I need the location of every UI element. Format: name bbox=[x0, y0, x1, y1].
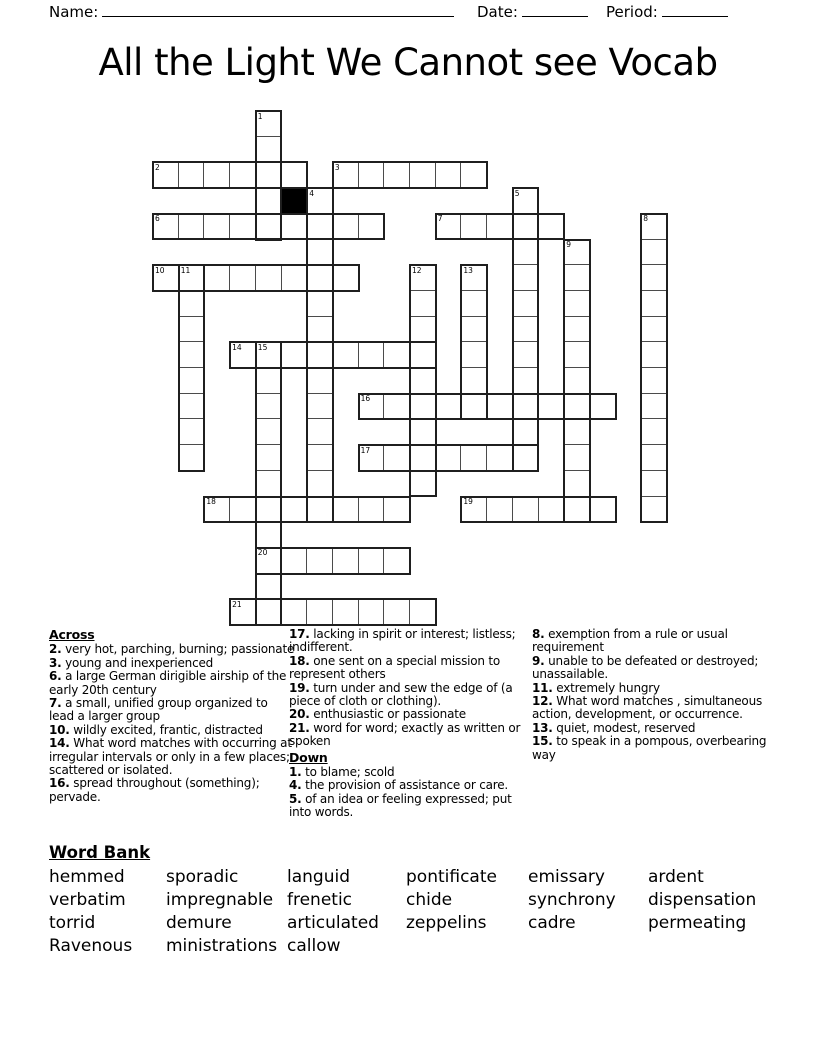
grid-cell[interactable] bbox=[178, 264, 206, 292]
grid-cell[interactable] bbox=[435, 213, 463, 241]
grid-cell[interactable] bbox=[229, 598, 257, 626]
word-bank-word: ardent bbox=[648, 867, 704, 887]
grid-cell[interactable] bbox=[229, 341, 257, 369]
grid-cell[interactable] bbox=[178, 341, 206, 369]
grid-cell[interactable] bbox=[460, 341, 488, 369]
grid-cell[interactable] bbox=[409, 290, 437, 318]
grid-cell[interactable] bbox=[409, 161, 437, 189]
word-bank-empty bbox=[648, 936, 768, 959]
grid-cell[interactable] bbox=[486, 213, 514, 241]
clue-10: 10. wildly excited, frantic, distracted bbox=[49, 722, 263, 737]
clue-17: 17. lacking in spirit or interest; listless; indifferent. bbox=[289, 627, 516, 655]
grid-cell[interactable] bbox=[306, 341, 334, 369]
grid-cell[interactable] bbox=[640, 393, 668, 421]
word-bank-word: cadre bbox=[528, 913, 576, 933]
grid-cell[interactable] bbox=[512, 341, 540, 369]
grid-cell[interactable] bbox=[281, 496, 309, 524]
grid-cell[interactable] bbox=[383, 444, 411, 472]
grid-cell[interactable] bbox=[255, 598, 283, 626]
grid-cell[interactable] bbox=[486, 393, 514, 421]
grid-cell[interactable] bbox=[255, 393, 283, 421]
grid-cell[interactable] bbox=[281, 161, 309, 189]
grid-cell[interactable] bbox=[640, 239, 668, 267]
grid-cell[interactable] bbox=[383, 598, 411, 626]
grid-cell[interactable] bbox=[255, 521, 283, 549]
word-bank-word: pontificate bbox=[406, 867, 497, 887]
grid-cell[interactable] bbox=[332, 264, 360, 292]
clue-column-3 bbox=[532, 628, 770, 762]
grid-cell[interactable] bbox=[203, 496, 231, 524]
grid-cell[interactable] bbox=[358, 161, 386, 189]
grid-cell[interactable] bbox=[358, 598, 386, 626]
cell-number: 19 bbox=[463, 497, 473, 506]
grid-cell[interactable] bbox=[460, 444, 488, 472]
clue-15: 15. to speak in a pompous, overbearing way bbox=[532, 734, 767, 762]
cell-number: 17 bbox=[360, 445, 371, 455]
name-label: Name: bbox=[49, 3, 99, 21]
grid-cell[interactable] bbox=[281, 598, 309, 626]
clue-3: 3. young and inexperienced bbox=[49, 655, 214, 670]
grid-cell[interactable] bbox=[255, 341, 283, 369]
grid-cell[interactable] bbox=[332, 161, 360, 189]
grid-cell[interactable] bbox=[255, 496, 283, 524]
grid-cell[interactable] bbox=[409, 418, 437, 446]
grid-cell[interactable] bbox=[152, 264, 180, 292]
word-bank-word: chide bbox=[406, 890, 453, 910]
grid-cell[interactable] bbox=[538, 393, 566, 421]
grid-cell[interactable] bbox=[640, 496, 668, 524]
page-title: All the Light We Cannot see Vocab bbox=[98, 41, 718, 84]
grid-cell[interactable] bbox=[255, 136, 283, 164]
clue-16: 16. spread throughout (something); pervade. bbox=[49, 776, 260, 804]
grid-cell[interactable] bbox=[383, 161, 411, 189]
cell-number: 16 bbox=[360, 394, 371, 404]
grid-cell[interactable] bbox=[306, 239, 334, 267]
grid-cell[interactable] bbox=[203, 213, 231, 241]
grid-cell[interactable] bbox=[255, 187, 283, 215]
grid-cell[interactable] bbox=[563, 341, 591, 369]
grid-cell[interactable] bbox=[306, 393, 334, 421]
grid-cell[interactable] bbox=[409, 598, 437, 626]
word-bank-word: ministrations bbox=[166, 936, 278, 956]
word-bank-word: dispensation bbox=[648, 890, 757, 910]
grid-cell[interactable] bbox=[281, 547, 309, 575]
grid-cell[interactable] bbox=[640, 213, 668, 241]
grid-cell[interactable] bbox=[358, 213, 386, 241]
grid-cell[interactable] bbox=[512, 393, 540, 421]
grid-cell[interactable] bbox=[563, 393, 591, 421]
cell-number: 4 bbox=[309, 188, 314, 198]
grid-cell[interactable] bbox=[640, 290, 668, 318]
grid-cell[interactable] bbox=[512, 264, 540, 292]
clue-13: 13. quiet, modest, reserved bbox=[532, 720, 696, 735]
grid-cell[interactable] bbox=[306, 187, 334, 215]
grid-cell[interactable] bbox=[255, 547, 283, 575]
grid-cell[interactable] bbox=[178, 418, 206, 446]
grid-cell[interactable] bbox=[589, 393, 617, 421]
grid-cell[interactable] bbox=[383, 496, 411, 524]
clue-9: 9. unable to be defeated or destroyed; unassailable. bbox=[532, 653, 759, 682]
word-bank-word: sporadic bbox=[166, 867, 239, 887]
grid-cell[interactable] bbox=[486, 444, 514, 472]
clue-14: 14. What word matches with occurring at irregular intervals or only in a few places; scattered or isolated. bbox=[49, 736, 292, 778]
cell-number: 6 bbox=[155, 214, 160, 224]
grid-cell[interactable] bbox=[460, 496, 488, 524]
grid-cell[interactable] bbox=[409, 341, 437, 369]
cell-number: 8 bbox=[643, 214, 649, 224]
grid-cell[interactable] bbox=[306, 444, 334, 472]
clue-12: 12. What word matches , simultaneous action, development, or occurrence. bbox=[532, 694, 763, 722]
grid-cell[interactable] bbox=[332, 496, 360, 524]
grid-cell[interactable] bbox=[409, 264, 437, 292]
cell-number: 2 bbox=[155, 162, 160, 172]
clue-4: 4. the provision of assistance or care. bbox=[289, 778, 509, 793]
grid-cell[interactable] bbox=[306, 264, 334, 292]
grid-cell[interactable] bbox=[460, 393, 488, 421]
grid-cell[interactable] bbox=[255, 573, 283, 601]
cell-number: 20 bbox=[257, 548, 268, 558]
word-bank-empty bbox=[528, 936, 648, 959]
grid-cell-black bbox=[281, 187, 309, 215]
word-bank-word: zeppelins bbox=[406, 913, 487, 933]
grid-cell[interactable] bbox=[255, 367, 283, 395]
grid-cell[interactable] bbox=[229, 496, 257, 524]
grid-cell[interactable] bbox=[306, 367, 334, 395]
cell-number: 1 bbox=[257, 111, 263, 121]
grid-cell[interactable] bbox=[255, 470, 283, 498]
grid-cell[interactable] bbox=[281, 213, 309, 241]
word-bank-word: verbatim bbox=[49, 890, 126, 910]
grid-cell[interactable] bbox=[332, 213, 360, 241]
cell-number: 10 bbox=[155, 265, 165, 275]
grid-cell[interactable] bbox=[512, 290, 540, 318]
grid-cell[interactable] bbox=[332, 547, 360, 575]
grid-cell[interactable] bbox=[178, 367, 206, 395]
grid-cell[interactable] bbox=[563, 290, 591, 318]
word-bank-empty bbox=[406, 936, 528, 959]
grid-cell[interactable] bbox=[563, 444, 591, 472]
grid-cell[interactable] bbox=[640, 264, 668, 292]
cell-number: 21 bbox=[232, 599, 242, 609]
word-bank-word: articulated bbox=[287, 913, 379, 933]
grid-cell[interactable] bbox=[306, 316, 334, 344]
grid-cell[interactable] bbox=[563, 239, 591, 267]
grid-cell[interactable] bbox=[306, 418, 334, 446]
grid-cell[interactable] bbox=[229, 161, 257, 189]
grid-cell[interactable] bbox=[306, 547, 334, 575]
grid-cell[interactable] bbox=[255, 110, 283, 138]
grid-cell[interactable] bbox=[460, 213, 488, 241]
grid-cell[interactable] bbox=[512, 496, 540, 524]
grid-cell[interactable] bbox=[306, 213, 334, 241]
grid-cell[interactable] bbox=[435, 393, 463, 421]
grid-cell[interactable] bbox=[178, 393, 206, 421]
word-bank-word: languid bbox=[287, 867, 350, 887]
grid-cell[interactable] bbox=[460, 264, 488, 292]
clue-column-2 bbox=[289, 628, 529, 820]
grid-cell[interactable] bbox=[563, 496, 591, 524]
grid-cell[interactable] bbox=[486, 496, 514, 524]
cell-number: 3 bbox=[334, 162, 340, 172]
grid-cell[interactable] bbox=[409, 470, 437, 498]
grid-cell[interactable] bbox=[178, 316, 206, 344]
date-label: Date: bbox=[477, 3, 518, 21]
cell-number: 9 bbox=[566, 240, 571, 249]
grid-cell[interactable] bbox=[358, 341, 386, 369]
clue-5: 5. of an idea or feeling expressed; put into words. bbox=[289, 791, 512, 820]
grid-cell[interactable] bbox=[512, 239, 540, 267]
word-bank-word: permeating bbox=[648, 913, 747, 933]
clue-20: 20. enthusiastic or passionate bbox=[289, 707, 466, 722]
grid-cell[interactable] bbox=[409, 367, 437, 395]
cell-number: 18 bbox=[206, 497, 216, 506]
grid-cell[interactable] bbox=[255, 444, 283, 472]
grid-cell[interactable] bbox=[203, 264, 231, 292]
grid-cell[interactable] bbox=[383, 341, 411, 369]
clue-column-1 bbox=[49, 628, 295, 804]
cell-number: 15 bbox=[257, 342, 268, 352]
clue-19: 19. turn under and sew the edge of (a piece of cloth or clothing). bbox=[289, 680, 513, 709]
grid-cell[interactable] bbox=[383, 393, 411, 421]
word-bank-word: hemmed bbox=[49, 867, 125, 887]
grid-cell[interactable] bbox=[358, 393, 386, 421]
grid-cell[interactable] bbox=[306, 496, 334, 524]
grid-cell[interactable] bbox=[229, 264, 257, 292]
period-label: Period: bbox=[606, 3, 658, 21]
grid-cell[interactable] bbox=[640, 341, 668, 369]
clue-8: 8. exemption from a rule or usual requirement bbox=[532, 627, 728, 655]
grid-cell[interactable] bbox=[306, 290, 334, 318]
grid-cell[interactable] bbox=[512, 367, 540, 395]
clue-21: 21. word for word; exactly as written or spoken bbox=[289, 720, 521, 749]
clue-section-header-down: Down bbox=[289, 749, 328, 765]
word-bank-word: Ravenous bbox=[49, 936, 133, 956]
grid-cell[interactable] bbox=[409, 316, 437, 344]
grid-cell[interactable] bbox=[640, 418, 668, 446]
grid-cell[interactable] bbox=[563, 418, 591, 446]
grid-cell[interactable] bbox=[512, 187, 540, 215]
grid-cell[interactable] bbox=[281, 341, 309, 369]
grid-cell[interactable] bbox=[255, 418, 283, 446]
grid-cell[interactable] bbox=[538, 213, 566, 241]
grid-cell[interactable] bbox=[203, 161, 231, 189]
grid-cell[interactable] bbox=[563, 316, 591, 344]
grid-cell[interactable] bbox=[563, 367, 591, 395]
grid-cell[interactable] bbox=[640, 316, 668, 344]
clue-1: 1. to blame; scold bbox=[289, 765, 395, 780]
grid-cell[interactable] bbox=[383, 547, 411, 575]
grid-cell[interactable] bbox=[640, 470, 668, 498]
word-bank-word: synchrony bbox=[528, 890, 616, 910]
clue-11: 11. extremely hungry bbox=[532, 680, 660, 695]
clue-section-header-across: Across bbox=[49, 627, 95, 642]
word-bank-label: Word Bank bbox=[49, 843, 151, 862]
cell-number: 14 bbox=[232, 342, 242, 352]
word-bank-word: frenetic bbox=[287, 890, 353, 910]
cell-number: 13 bbox=[463, 265, 473, 275]
grid-cell[interactable] bbox=[332, 341, 360, 369]
cell-number: 5 bbox=[514, 188, 520, 198]
grid-cell[interactable] bbox=[306, 470, 334, 498]
grid-cell[interactable] bbox=[255, 161, 283, 189]
word-bank-word: emissary bbox=[528, 867, 605, 887]
grid-cell[interactable] bbox=[358, 547, 386, 575]
grid-cell[interactable] bbox=[229, 213, 257, 241]
word-bank-word: torrid bbox=[49, 913, 96, 933]
grid-cell[interactable] bbox=[435, 444, 463, 472]
grid-cell[interactable] bbox=[152, 213, 180, 241]
grid-cell[interactable] bbox=[255, 213, 283, 241]
clue-7: 7. a small, unified group organized to lead a larger group bbox=[49, 696, 268, 724]
grid-cell[interactable] bbox=[178, 213, 206, 241]
cell-number: 7 bbox=[437, 214, 443, 224]
cell-number: 12 bbox=[412, 265, 422, 275]
clue-18: 18. one sent on a special mission to represent others bbox=[289, 653, 501, 682]
word-bank-word: impregnable bbox=[166, 890, 274, 910]
word-bank-word: callow bbox=[287, 936, 341, 956]
grid-cell[interactable] bbox=[178, 444, 206, 472]
grid-cell[interactable] bbox=[409, 444, 437, 472]
word-bank bbox=[49, 843, 768, 959]
grid-cell[interactable] bbox=[640, 367, 668, 395]
grid-cell[interactable] bbox=[563, 264, 591, 292]
grid-cell[interactable] bbox=[332, 598, 360, 626]
grid-cell[interactable] bbox=[178, 290, 206, 318]
word-bank-words bbox=[49, 867, 768, 959]
clue-2: 2. very hot, parching, burning; passionate bbox=[49, 642, 295, 657]
grid-cell[interactable] bbox=[358, 444, 386, 472]
grid-cell[interactable] bbox=[460, 316, 488, 344]
grid-cell[interactable] bbox=[512, 213, 540, 241]
grid-cell[interactable] bbox=[640, 444, 668, 472]
grid-cell[interactable] bbox=[460, 367, 488, 395]
clue-6: 6. a large German dirigible airship of the early 20th century bbox=[49, 669, 287, 697]
grid-cell[interactable] bbox=[563, 470, 591, 498]
cell-number: 11 bbox=[180, 265, 191, 275]
grid-cell[interactable] bbox=[358, 496, 386, 524]
grid-cell[interactable] bbox=[589, 496, 617, 524]
grid-cell[interactable] bbox=[512, 316, 540, 344]
grid-cell[interactable] bbox=[512, 444, 540, 472]
grid-cell[interactable] bbox=[409, 393, 437, 421]
grid-cell[interactable] bbox=[178, 161, 206, 189]
grid-cell[interactable] bbox=[435, 161, 463, 189]
grid-cell[interactable] bbox=[281, 264, 309, 292]
grid-cell[interactable] bbox=[460, 290, 488, 318]
grid-cell[interactable] bbox=[255, 264, 283, 292]
grid-cell[interactable] bbox=[512, 418, 540, 446]
word-bank-word: demure bbox=[166, 913, 232, 933]
grid-cell[interactable] bbox=[306, 598, 334, 626]
grid-cell[interactable] bbox=[152, 161, 180, 189]
grid-cell[interactable] bbox=[460, 161, 488, 189]
grid-cell[interactable] bbox=[538, 496, 566, 524]
